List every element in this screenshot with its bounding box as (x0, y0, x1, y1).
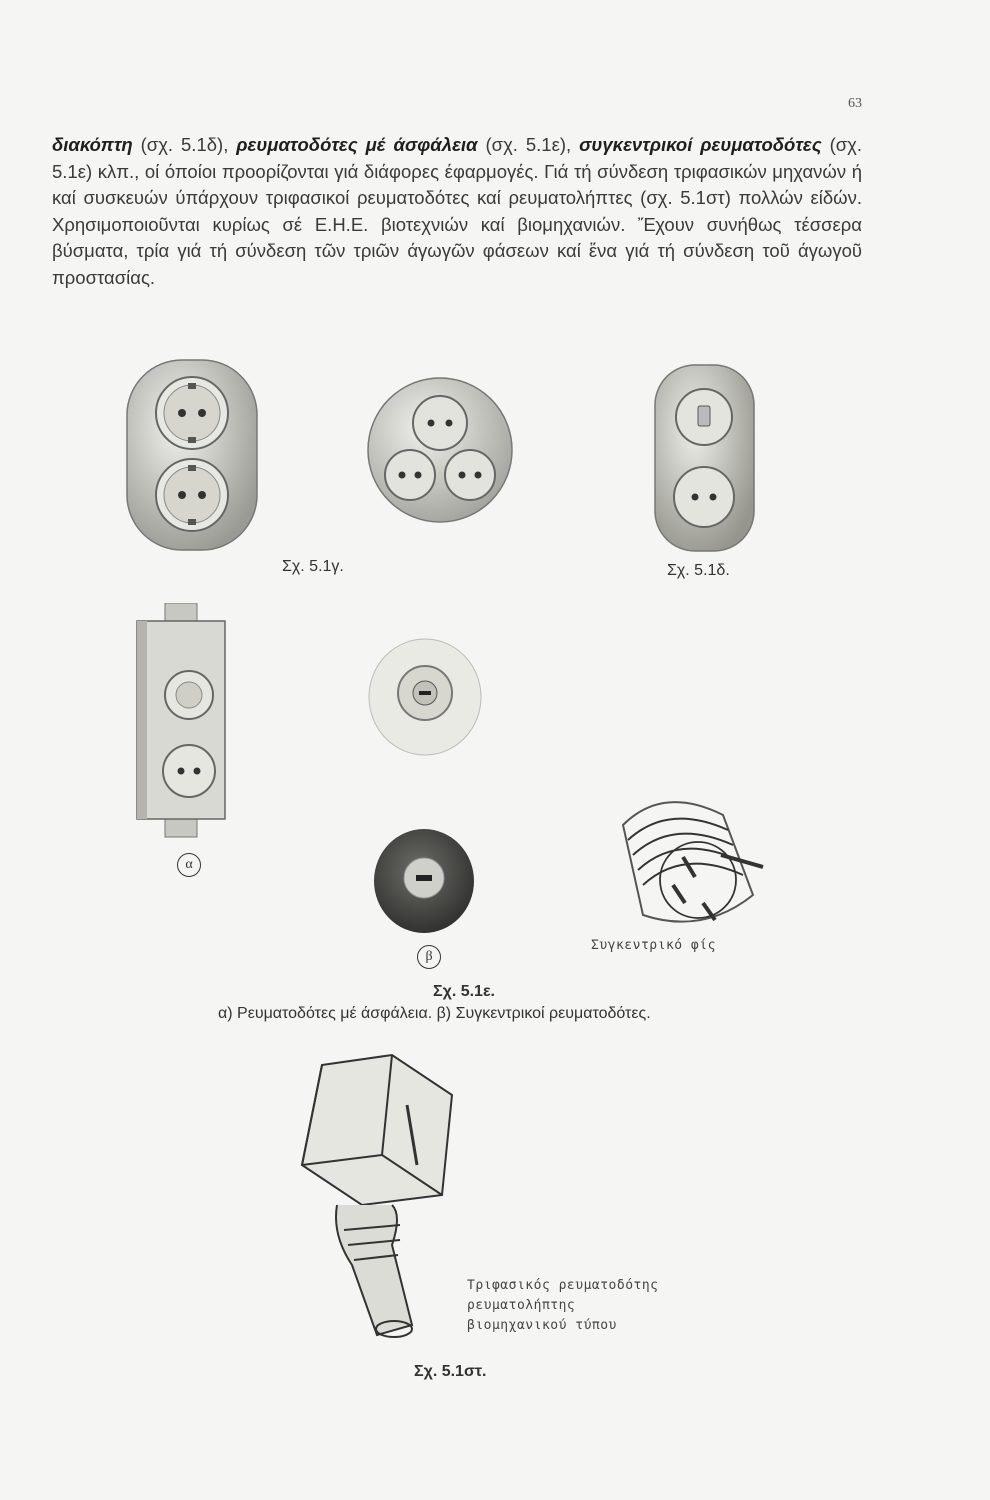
concentric-plug-drawing (603, 785, 773, 935)
industrial-note-line-2: ρευματολήπτης (467, 1298, 576, 1313)
caption-fig-5-1st: Σχ. 5.1στ. (414, 1363, 487, 1380)
switch-socket-photo (652, 362, 757, 554)
industrial-note-line-3: βιομηχανικού τύπου (467, 1318, 617, 1333)
paragraph-text: (σχ. 5.1δ), (132, 134, 237, 155)
caption-fig-5-1g: Σχ. 5.1γ. (282, 558, 344, 575)
label-b: β (417, 945, 441, 969)
body-paragraph (52, 132, 862, 291)
paragraph-text: (σχ. 5.1ε), (477, 134, 580, 155)
paragraph-text: (σχ. 5.1ε) κλπ., οί όποίοι προορίζονται γιά διάφορες έφαρμογές. Γιά τή σύνδεση τριφασικών μηχανών ή καί συσκευών ύπάρχουν τριφασικοί ρευματοδότες καί ρευματολήπτες (σχ. 5.1στ) πολλών είδών. Χρησιμοποιοῦνται κυρίως σέ Ε.Η.Ε. βιοτεχνιών καί βιομηχανιών. Ἔχουν συνήθως τέσσερα βύσματα, τρία γιά τή σύνδεση τῶν τριῶν άγωγῶν φάσεων καί ἕνα γιά τή σύνδεση τοῦ άγωγοῦ προστασίας. (52, 134, 863, 288)
concentric-socket-photo-bottom (372, 826, 477, 936)
term-switch: διακόπτη (52, 134, 133, 155)
industrial-socket-drawing (282, 1045, 462, 1345)
double-socket-photo (122, 355, 262, 555)
fused-socket-box-photo (133, 603, 228, 838)
industrial-note-line-1: Τριφασικός ρευματοδότης (467, 1278, 659, 1293)
caption-fig-5-1e: Σχ. 5.1ε. (433, 983, 495, 1000)
triple-socket-photo (365, 375, 515, 525)
page-number: 63 (848, 96, 862, 111)
caption-fig-5-1d: Σχ. 5.1δ. (667, 562, 730, 579)
concentric-plug-label: Συγκεντρικό φίς (591, 938, 716, 953)
subcaption-fig-5-1e: α) Ρευματοδότες μέ άσφάλεια. β) Συγκεντρικοί ρευματοδότες. (218, 1005, 651, 1022)
term-concentric-sockets: συγκεντρικοί ρευματοδότες (579, 134, 822, 155)
concentric-socket-photo-top (365, 635, 485, 760)
term-fused-sockets: ρευματοδότες μέ άσφάλεια (236, 134, 478, 155)
label-a: α (177, 853, 201, 877)
